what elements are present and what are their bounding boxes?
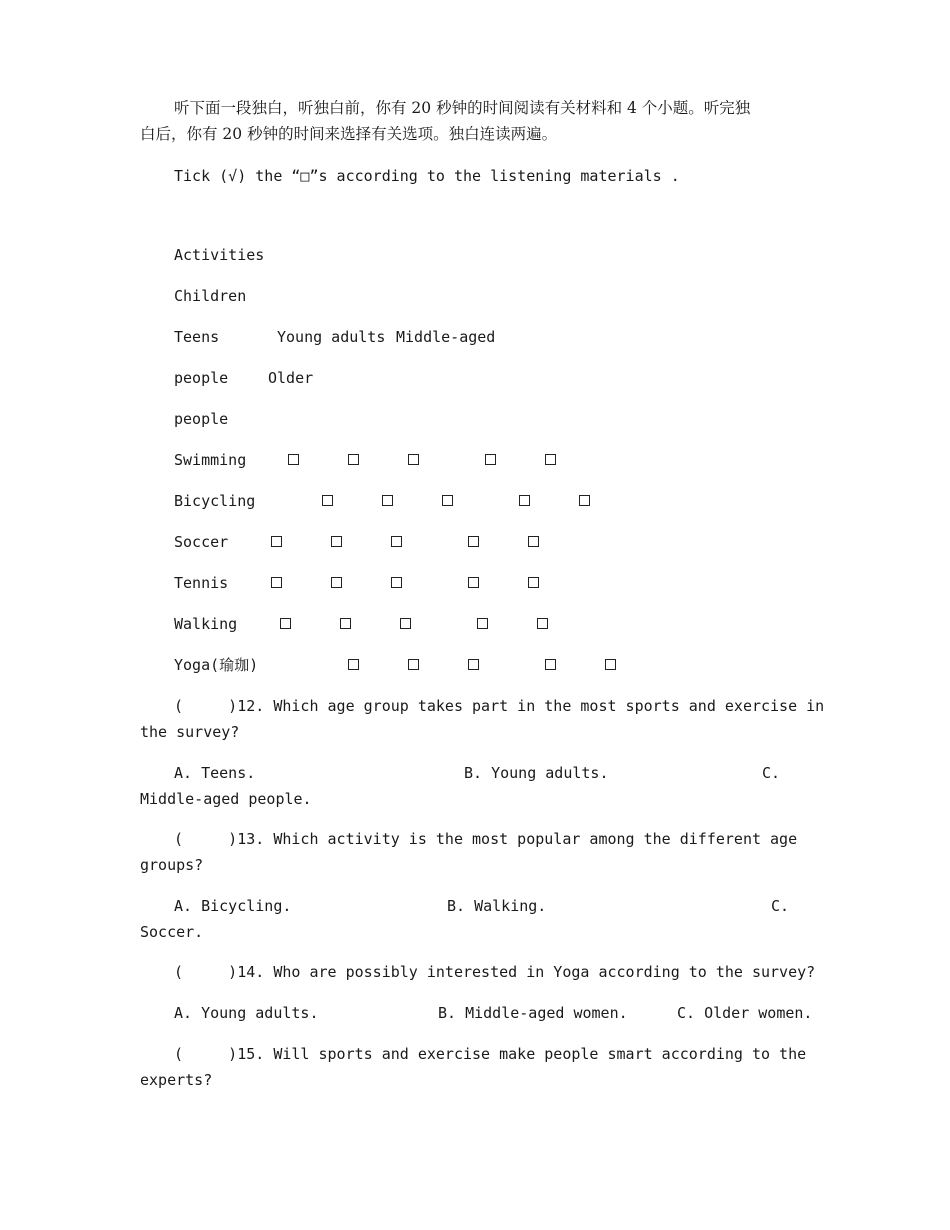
- option-c[interactable]: C.: [762, 764, 781, 782]
- row-label: Yoga(瑜珈): [174, 656, 259, 674]
- header-teens: Teens: [174, 328, 220, 346]
- checkbox-middle-aged[interactable]: [468, 577, 479, 588]
- question-stem-cont: groups?: [140, 856, 204, 874]
- row-label: Bicycling: [174, 492, 256, 510]
- checkbox-older[interactable]: [528, 577, 539, 588]
- option-c-text[interactable]: Middle-aged people.: [140, 790, 312, 808]
- question-stem: ( )15. Will sports and exercise make people smart according to the: [174, 1045, 807, 1063]
- checkbox-middle-aged[interactable]: [485, 454, 496, 465]
- tick-instruction: Tick (√) the “□”s according to the listening materials .: [174, 167, 680, 185]
- question-stem: ( )12. Which age group takes part in the most sports and exercise in: [174, 697, 825, 715]
- option-c-text[interactable]: Soccer.: [140, 923, 204, 941]
- header-older: Older: [268, 369, 314, 387]
- option-c[interactable]: C.: [771, 897, 790, 915]
- checkbox-children[interactable]: [280, 618, 291, 629]
- checkbox-teens[interactable]: [331, 536, 342, 547]
- header-activities: Activities: [174, 246, 265, 264]
- question-stem: ( )14. Who are possibly interested in Yoga according to the survey?: [174, 963, 816, 981]
- option-a[interactable]: A. Bicycling.: [174, 897, 292, 915]
- checkbox-older[interactable]: [545, 454, 556, 465]
- checkbox-young-adults[interactable]: [391, 577, 402, 588]
- option-b[interactable]: B. Walking.: [447, 897, 547, 915]
- row-label: Soccer: [174, 533, 229, 551]
- checkbox-teens[interactable]: [348, 454, 359, 465]
- header-young-adults: Young adults: [277, 328, 386, 346]
- checkbox-children[interactable]: [288, 454, 299, 465]
- intro-line-1: 听下面一段独白，听独白前，你有 20 秒钟的时间阅读有关材料和 4 个小题。听完独: [174, 99, 751, 117]
- checkbox-middle-aged[interactable]: [477, 618, 488, 629]
- checkbox-children[interactable]: [271, 577, 282, 588]
- checkbox-teens[interactable]: [331, 577, 342, 588]
- checkbox-middle-aged[interactable]: [545, 659, 556, 670]
- header-middle-aged: Middle-aged: [396, 328, 496, 346]
- checkbox-older[interactable]: [528, 536, 539, 547]
- checkbox-young-adults[interactable]: [400, 618, 411, 629]
- checkbox-children[interactable]: [271, 536, 282, 547]
- row-label: Walking: [174, 615, 238, 633]
- option-c[interactable]: C. Older women.: [677, 1004, 813, 1022]
- option-a[interactable]: A. Young adults.: [174, 1004, 319, 1022]
- question-stem: ( )13. Which activity is the most popular among the different age: [174, 830, 798, 848]
- question-stem-cont: experts?: [140, 1071, 213, 1089]
- option-a[interactable]: A. Teens.: [174, 764, 256, 782]
- checkbox-young-adults[interactable]: [408, 454, 419, 465]
- option-b[interactable]: B. Young adults.: [464, 764, 609, 782]
- checkbox-young-adults[interactable]: [468, 659, 479, 670]
- checkbox-older[interactable]: [537, 618, 548, 629]
- checkbox-middle-aged[interactable]: [519, 495, 530, 506]
- checkbox-middle-aged[interactable]: [468, 536, 479, 547]
- row-label: Swimming: [174, 451, 247, 469]
- checkbox-teens[interactable]: [340, 618, 351, 629]
- header-children: Children: [174, 287, 247, 305]
- checkbox-teens[interactable]: [382, 495, 393, 506]
- checkbox-children[interactable]: [322, 495, 333, 506]
- question-stem-cont: the survey?: [140, 723, 240, 741]
- header-people-1: people: [174, 369, 229, 387]
- checkbox-older[interactable]: [605, 659, 616, 670]
- checkbox-older[interactable]: [579, 495, 590, 506]
- checkbox-teens[interactable]: [408, 659, 419, 670]
- intro-line-2: 白后，你有 20 秒钟的时间来选择有关选项。独白连读两遍。: [140, 125, 558, 143]
- header-people-2: people: [174, 410, 229, 428]
- checkbox-children[interactable]: [348, 659, 359, 670]
- checkbox-young-adults[interactable]: [442, 495, 453, 506]
- row-label: Tennis: [174, 574, 229, 592]
- option-b[interactable]: B. Middle-aged women.: [438, 1004, 628, 1022]
- checkbox-young-adults[interactable]: [391, 536, 402, 547]
